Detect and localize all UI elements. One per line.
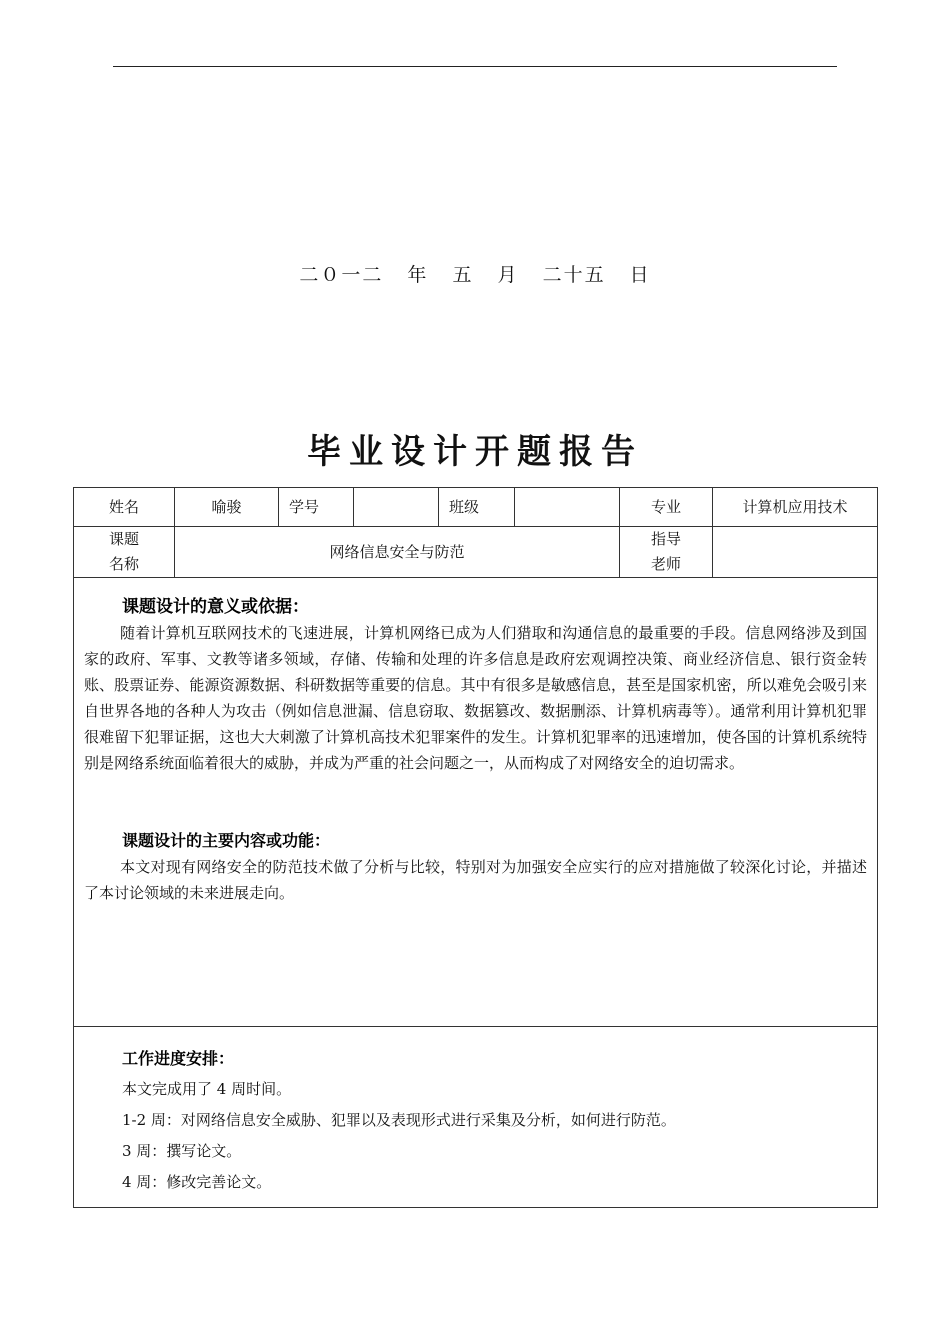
schedule-line-2: 1-2 周：对网络信息安全威胁、犯罪以及表现形式进行采集及分析，如何进行防范。 — [122, 1111, 676, 1129]
schedule-line-4: 4 周：修改完善论文。 — [122, 1173, 272, 1191]
header-rule — [113, 66, 837, 67]
topic-value: 网络信息安全与防范 — [175, 527, 620, 578]
name-value: 喻骏 — [175, 488, 279, 527]
date-month-unit: 月 — [497, 264, 519, 286]
advisor-label-line-1: 指导 — [650, 530, 681, 548]
proposal-form — [73, 487, 878, 1208]
date-day-unit: 日 — [629, 264, 651, 286]
significance-heading: 课题设计的意义或依据： — [122, 597, 309, 617]
form-row-topic — [74, 527, 878, 578]
content-text: 本文对现有网络安全的防范技术做了分析与比较，特别对为加强安全应实行的应对措施做了较深化讨论，并描述了本讨论领域的未来进展走向。 — [84, 858, 867, 902]
class-value — [515, 488, 620, 527]
date-year: 二０一二 — [299, 264, 384, 286]
form-row-description — [74, 578, 878, 1027]
advisor-label-line-2: 老师 — [650, 555, 681, 573]
topic-label — [74, 527, 175, 578]
name-label: 姓名 — [74, 488, 175, 527]
advisor-label — [620, 527, 713, 578]
class-label: 班级 — [439, 488, 515, 527]
topic-label-line-2: 名称 — [108, 555, 139, 573]
schedule-cell — [74, 1027, 878, 1208]
date-month: 五 — [452, 264, 474, 286]
significance-text: 随着计算机互联网技术的飞速进展，计算机网络已成为人们猎取和沟通信息的最重要的手段。信息网络涉及到国家的政府、军事、文教等诸多领域，存储、传输和处理的许多信息是政府宏观调控决策、商业经济信息、银行资金转账、股票证券、能源资源数据、科研数据等重要的信息。其中有很多是敏感信息，甚至是国家机密，所以难免会吸引来自世界各地的各种人为攻击（例如信息泄漏、信息窃取、数据篡改、数据删添、计算机病毒等）。通常利用计算机犯罪很难留下犯罪证据，这也大大刺激了计算机高技术犯罪案件的发生。计算机犯罪率的迅速增加，使各国的计算机系统特别是网络系统面临着很大的威胁，并成为严重的社会问题之一，从而构成了对网络安全的迫切需求。 — [84, 624, 867, 772]
date-day: 二十五 — [542, 264, 606, 286]
form-row-schedule — [74, 1027, 878, 1208]
form-row-basic — [74, 488, 878, 527]
major-value: 计算机应用技术 — [713, 488, 878, 527]
content-heading: 课题设计的主要内容或功能： — [122, 831, 331, 850]
schedule-line-3: 3 周：撰写论文。 — [122, 1142, 242, 1160]
major-label: 专业 — [620, 488, 713, 527]
date-year-unit: 年 — [407, 264, 429, 286]
student-id-label: 学号 — [279, 488, 354, 527]
schedule-heading: 工作进度安排： — [122, 1049, 235, 1068]
topic-label-line-1: 课题 — [108, 530, 139, 548]
schedule-line-1: 本文完成用了 4 周时间。 — [122, 1080, 292, 1098]
student-id-value — [354, 488, 439, 527]
description-cell — [74, 578, 878, 1027]
page-title: 毕业设计开题报告 — [307, 432, 643, 472]
report-date — [0, 260, 950, 287]
advisor-value — [713, 527, 878, 578]
